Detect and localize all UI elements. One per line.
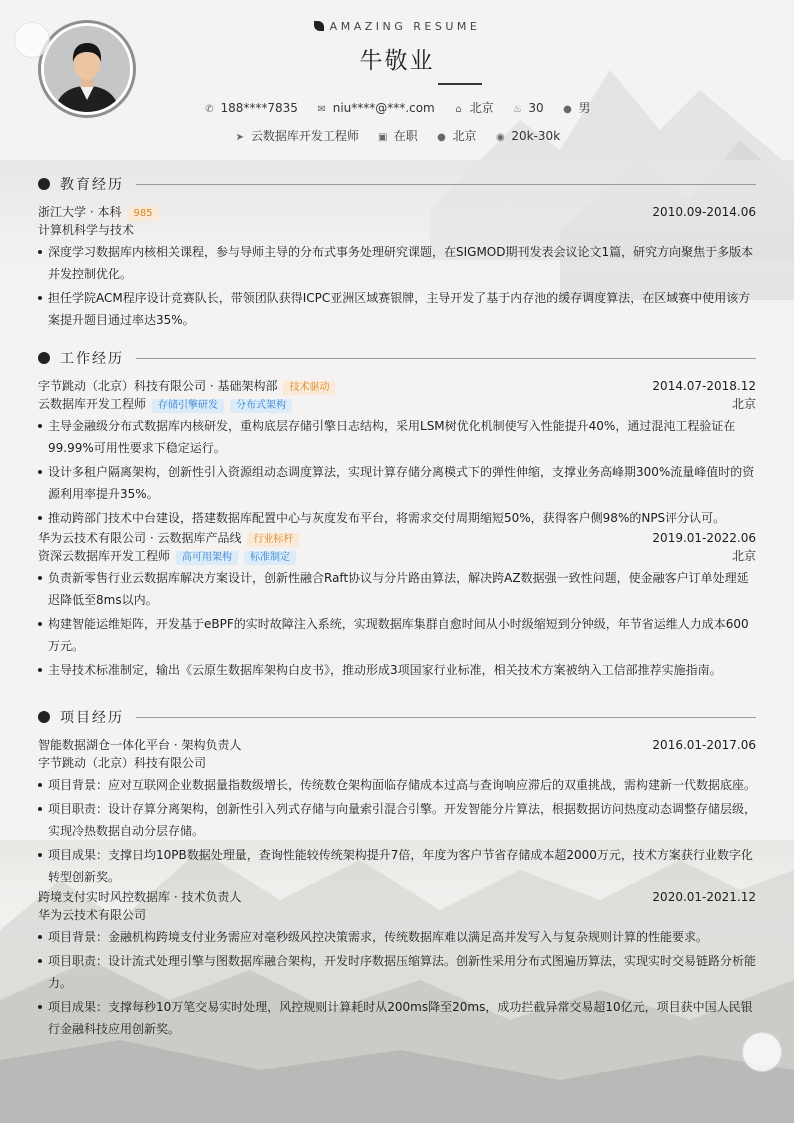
leaf-icon	[38, 352, 50, 364]
resume-tagline: AMAZING RESUME	[0, 20, 794, 33]
work-period: 2019.01-2022.06	[652, 531, 756, 545]
intent-salary: ◉ 20k-30k	[496, 129, 561, 143]
section-title: 项目经历	[60, 710, 124, 726]
contact-email: ✉ niu****@***.com	[317, 101, 435, 115]
project-bullets	[38, 926, 756, 1040]
role-row	[38, 395, 756, 413]
money-icon: ◉	[496, 132, 505, 143]
work-location: 北京	[731, 549, 756, 563]
school-badge: 985	[127, 207, 158, 221]
list-item: 项目职责：设计存算分离架构，创新性引入列式存储与向量索引混合引擎。开发智能分片算法，根据数据访问热度动态调整存储层级，实现冷热数据自动分层存储。	[38, 798, 756, 842]
candidate-name: 牛敬业	[359, 48, 435, 74]
major-name: 计算机科学与技术	[38, 223, 135, 237]
project-org-row	[38, 754, 756, 772]
project-item	[38, 736, 756, 888]
role-name: 资深云数据库开发工程师	[38, 549, 171, 563]
work-location: 北京	[731, 397, 756, 411]
contact-gender: ● 男	[563, 101, 591, 115]
company-row	[38, 529, 756, 547]
contact-age: ♨ 30	[512, 101, 544, 115]
contact-row	[0, 99, 794, 116]
list-item: 项目职责：设计流式处理引擎与图数据库融合架构，开发时序数据压缩算法。创新性采用分布式图遍历算法，实现实时交易链路分析能力。	[38, 950, 756, 994]
section-divider	[136, 184, 756, 185]
project-period: 2020.01-2021.12	[652, 890, 756, 904]
list-item: 项目成果：支撑日均10PB数据处理量，查询性能较传统架构提升7倍，年度为客户节省存储成本超2000万元，技术方案获行业数字化转型创新奖。	[38, 844, 756, 888]
skill-tag: 存储引擎研发	[152, 399, 224, 413]
project-org-row	[38, 906, 756, 924]
project-item	[38, 888, 756, 1040]
list-item: 项目背景：应对互联网企业数据量指数级增长，传统数仓架构面临存储成本过高与查询响应滞后的双重挑战，需构建新一代数据底座。	[38, 774, 756, 796]
section-title: 教育经历	[60, 177, 124, 193]
project-org: 字节跳动（北京）科技有限公司	[38, 756, 207, 770]
list-item: 深度学习数据库内核相关课程，参与导师主导的分布式事务处理研究课题，在SIGMOD期刊发表会议论文1篇，研究方向聚焦于多版本并发控制优化。	[38, 241, 756, 285]
list-item: 设计多租户隔离架构，创新性引入资源组动态调度算法，实现计算存储分离模式下的弹性伸缩，支撑业务高峰期300%流量峰值时的资源利用率提升35%。	[38, 461, 756, 505]
decor-circle-bottom-right	[742, 1032, 782, 1072]
leaf-icon	[38, 711, 50, 723]
list-item: 主导技术标准制定，输出《云原生数据库架构白皮书》，推动形成3项国家行业标准，相关技术方案被纳入工信部推荐实施指南。	[38, 659, 756, 681]
education-bullets	[38, 241, 756, 331]
section-divider	[136, 358, 756, 359]
section-divider	[136, 717, 756, 718]
education-period: 2010.09-2014.06	[652, 205, 756, 219]
name-divider	[438, 83, 482, 85]
list-item: 构建智能运维矩阵，开发基于eBPF的实时故障注入系统，实现数据库集群自愈时间从小时级缩短到分钟级，年节省运维人力成本600万元。	[38, 613, 756, 657]
skill-tag: 高可用架构	[176, 551, 238, 565]
project-row	[38, 888, 756, 906]
major-row	[38, 221, 756, 239]
phone-icon: ✆	[205, 104, 214, 115]
project-name: 智能数据湖仓一体化平台 · 架构负责人	[38, 738, 242, 752]
work-item	[38, 377, 756, 529]
role-row	[38, 547, 756, 565]
briefcase-icon: ▣	[377, 132, 388, 143]
skill-tag: 分布式架构	[230, 399, 292, 413]
projects-section	[38, 707, 756, 1040]
list-item: 担任学院ACM程序设计竞赛队长，带领团队获得ICPC亚洲区域赛银牌，主导开发了基于内存池的缓存调度算法，在区域赛中使用该方案提升题目通过率达35%。	[38, 287, 756, 331]
company-name: 华为云技术有限公司 · 云数据库产品线	[38, 531, 242, 545]
work-period: 2014.07-2018.12	[652, 379, 756, 393]
leaf-icon	[314, 21, 324, 31]
section-header	[38, 174, 756, 194]
intent-city: ● 北京	[437, 129, 477, 143]
job-intent-row	[0, 127, 794, 144]
project-period: 2016.01-2017.06	[652, 738, 756, 752]
skill-tag: 标准制定	[244, 551, 296, 565]
company-name: 字节跳动（北京）科技有限公司 · 基础架构部	[38, 379, 278, 393]
contact-city: ⌂ 北京	[453, 99, 494, 116]
section-header	[38, 348, 756, 368]
section-title: 工作经历	[60, 351, 124, 367]
school-name: 浙江大学 · 本科	[38, 205, 122, 219]
project-name: 跨境支付实时风控数据库 · 技术负责人	[38, 890, 242, 904]
list-item: 项目成果：支撑每秒10万笔交易实时处理，风控规则计算耗时从200ms降至20ms，成功拦截异常交易超10亿元，项目获中国人民银行金融科技应用创新奖。	[38, 996, 756, 1040]
project-row	[38, 736, 756, 754]
work-section	[38, 348, 756, 681]
home-icon: ⌂	[455, 104, 462, 115]
contact-phone: ✆ 188****7835	[205, 101, 298, 115]
list-item: 项目背景：金融机构跨境支付业务需应对毫秒级风控决策需求，传统数据库难以满足高并发写入与复杂规则计算的性能要求。	[38, 926, 756, 948]
intent-status: ▣ 在职	[377, 129, 418, 143]
education-section	[38, 174, 756, 331]
list-item: 负责新零售行业云数据库解决方案设计，创新性融合Raft协议与分片路由算法，解决跨AZ数据强一致性问题，使金融客户订单处理延迟降低至8ms以内。	[38, 567, 756, 611]
project-org: 华为云技术有限公司	[38, 908, 147, 922]
project-bullets	[38, 774, 756, 888]
work-item	[38, 529, 756, 681]
decor-circle-top-left	[14, 22, 50, 58]
list-item: 推动跨部门技术中台建设，搭建数据库配置中心与灰度发布平台，将需求交付周期缩短50%，获得客户侧98%的NPS评分认可。	[38, 507, 756, 529]
location-pin-icon: ●	[437, 132, 446, 143]
leaf-icon	[38, 178, 50, 190]
work-bullets	[38, 567, 756, 681]
role-name: 云数据库开发工程师	[38, 397, 147, 411]
company-row	[38, 377, 756, 395]
gender-icon: ●	[563, 104, 572, 115]
section-header	[38, 707, 756, 727]
company-badge: 技术驱动	[283, 381, 335, 395]
mail-icon: ✉	[317, 104, 326, 115]
intent-job: ➤ 云数据库开发工程师	[235, 129, 359, 143]
list-item: 主导金融级分布式数据库内核研发，重构底层存储引擎日志结构，采用LSM树优化机制使写入性能提升40%，通过混沌工程验证在99.99%可用性要求下稳定运行。	[38, 415, 756, 459]
send-icon: ➤	[235, 132, 245, 143]
work-bullets	[38, 415, 756, 529]
company-badge: 行业标杆	[247, 533, 299, 547]
cake-icon: ♨	[512, 104, 522, 115]
education-row	[38, 203, 756, 221]
